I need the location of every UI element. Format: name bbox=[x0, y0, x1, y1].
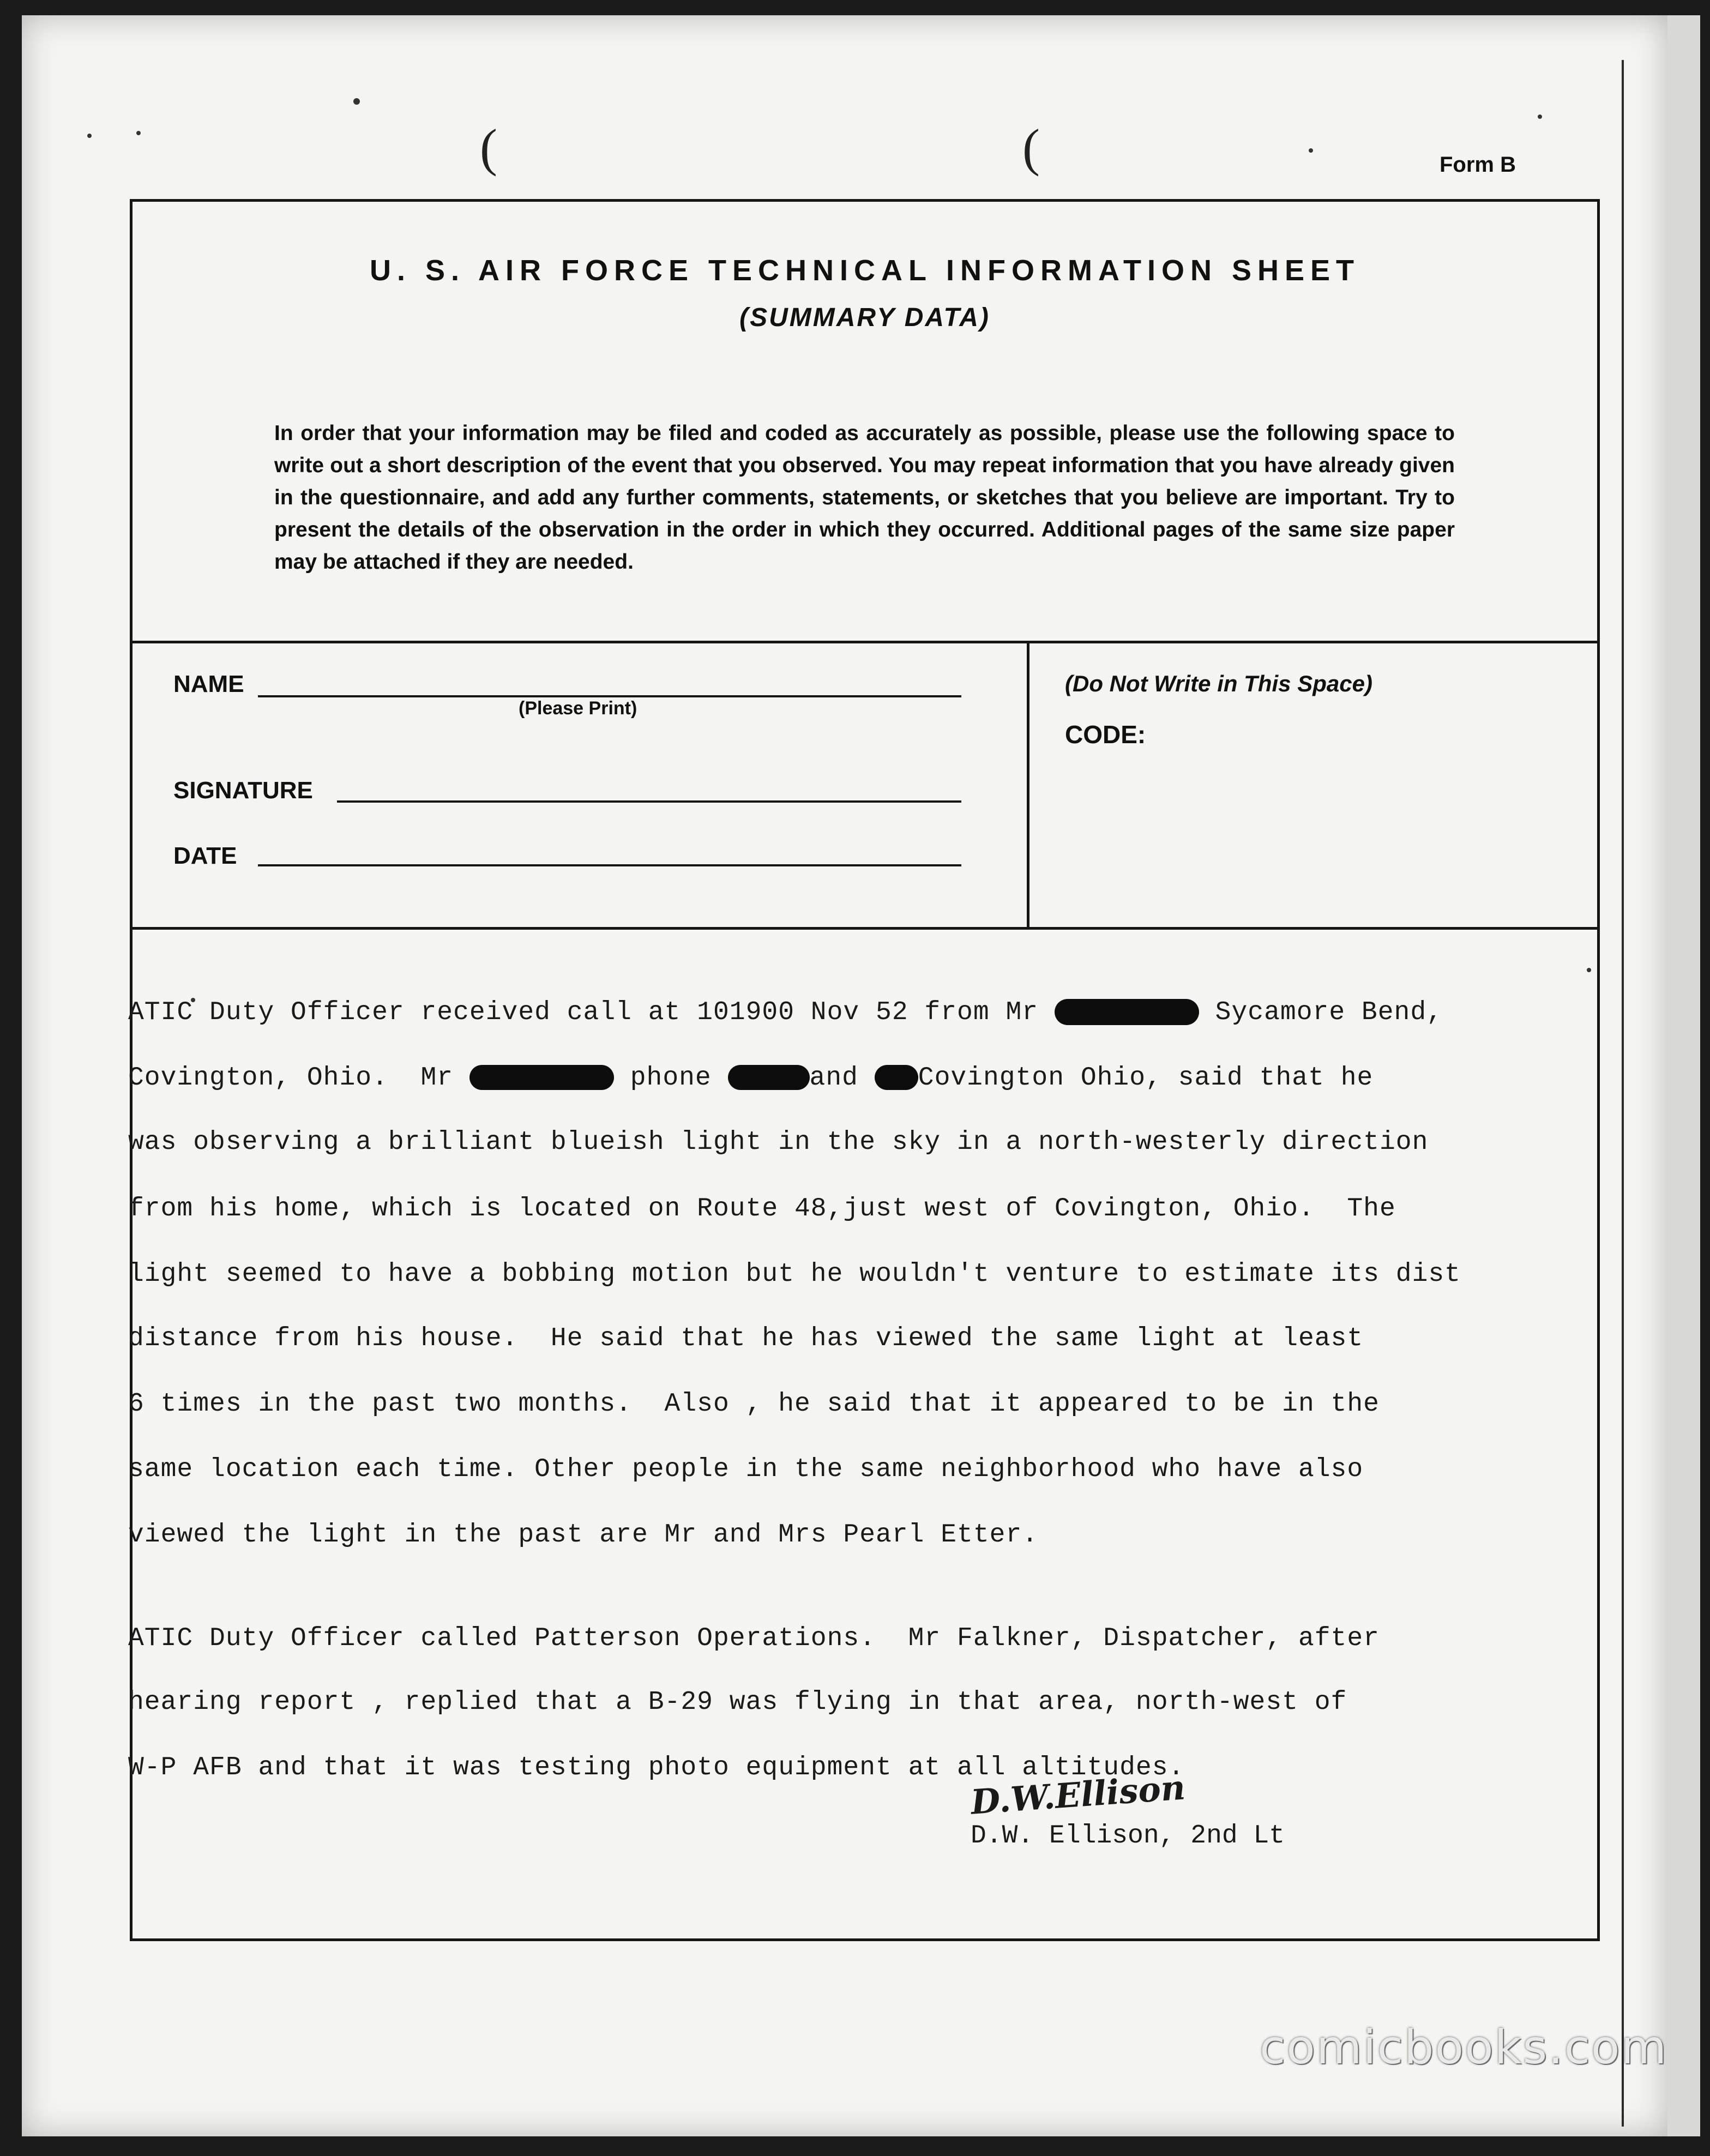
signature-label: SIGNATURE bbox=[173, 777, 313, 804]
office-use-note: (Do Not Write in This Space) bbox=[1065, 671, 1372, 696]
form-instructions: In order that your information may be filed and coded as accurately as possible, please use the following space to write out a short description of the event that you observed. You may repeat information that you have already given in the questionnaire, and add any further comments, statements, or sketches that you believe are important. Try to present the details of the observation in the order in which they occurred. Additional pages of the same size paper may be attached if they are needed. bbox=[274, 421, 1455, 574]
scan-speck bbox=[1538, 115, 1542, 119]
report-text: Sycamore Bend, bbox=[1199, 998, 1443, 1027]
redaction-block bbox=[469, 1065, 614, 1090]
report-text: ATIC Duty Officer received call at 101900 Nov 52 from Mr bbox=[128, 998, 1055, 1027]
section-divider bbox=[133, 927, 1597, 930]
report-line: ATIC Duty Officer called Patterson Operations. Mr Falkner, Dispatcher, after bbox=[128, 1624, 1380, 1653]
report-text: phone bbox=[613, 1063, 728, 1093]
report-line bbox=[128, 998, 1443, 1027]
watermark: comicbooks.com bbox=[1260, 2020, 1668, 2075]
handwritten-signature: D.W.Ellison bbox=[969, 1767, 1187, 1822]
report-line: viewed the light in the past are Mr and Mrs Pearl Etter. bbox=[128, 1520, 1039, 1550]
code-label: CODE: bbox=[1065, 720, 1146, 749]
report-text: and bbox=[809, 1063, 875, 1093]
redaction-block bbox=[875, 1065, 918, 1090]
report-line: distance from his house. He said that he has viewed the same light at least bbox=[128, 1324, 1364, 1353]
report-line: was observing a brilliant blueish light in the sky in a north-westerly direction bbox=[128, 1128, 1429, 1157]
section-divider bbox=[133, 641, 1597, 643]
report-line: from his home, which is located on Route 48,just west of Covington, Ohio. The bbox=[128, 1194, 1396, 1224]
scan-speck bbox=[1309, 148, 1313, 153]
redaction-block bbox=[728, 1065, 810, 1090]
scan-speck bbox=[136, 131, 141, 135]
scan-edge-line bbox=[1622, 60, 1624, 2127]
report-text: Covington Ohio, said that he bbox=[918, 1063, 1374, 1093]
report-line: same location each time. Other people in the same neighborhood who have also bbox=[128, 1455, 1364, 1484]
scan-edge-strip bbox=[1667, 15, 1700, 2136]
section-divider-vertical bbox=[1027, 641, 1029, 930]
report-line: light seemed to have a bobbing motion but he wouldn't venture to estimate its dist bbox=[128, 1260, 1461, 1289]
name-line bbox=[258, 695, 961, 697]
form-title: U. S. AIR FORCE TECHNICAL INFORMATION SHEET bbox=[369, 254, 1360, 287]
form-subtitle: (SUMMARY DATA) bbox=[739, 303, 990, 332]
scan-speck bbox=[87, 134, 92, 138]
date-label: DATE bbox=[173, 842, 237, 869]
please-print-note: (Please Print) bbox=[519, 698, 637, 719]
report-text: Covington, Ohio. Mr bbox=[128, 1063, 469, 1093]
signature-line bbox=[337, 800, 961, 803]
name-label: NAME bbox=[173, 671, 244, 697]
sign-off: D.W. Ellison, 2nd Lt bbox=[971, 1821, 1285, 1851]
scan-speck bbox=[353, 98, 360, 105]
binder-hole-left: ( bbox=[480, 118, 497, 177]
form-id-label: Form B bbox=[1440, 153, 1516, 177]
redaction-block bbox=[1055, 999, 1199, 1025]
report-line: hearing report , replied that a B-29 was flying in that area, north-west of bbox=[128, 1688, 1347, 1717]
report-line: W-P AFB and that it was testing photo equipment at all altitudes. bbox=[128, 1753, 1185, 1782]
date-line bbox=[258, 864, 961, 866]
report-line bbox=[128, 1063, 1373, 1093]
report-line: 6 times in the past two months. Also , he said that it appeared to be in the bbox=[128, 1389, 1380, 1419]
binder-hole-right: ( bbox=[1022, 118, 1040, 177]
